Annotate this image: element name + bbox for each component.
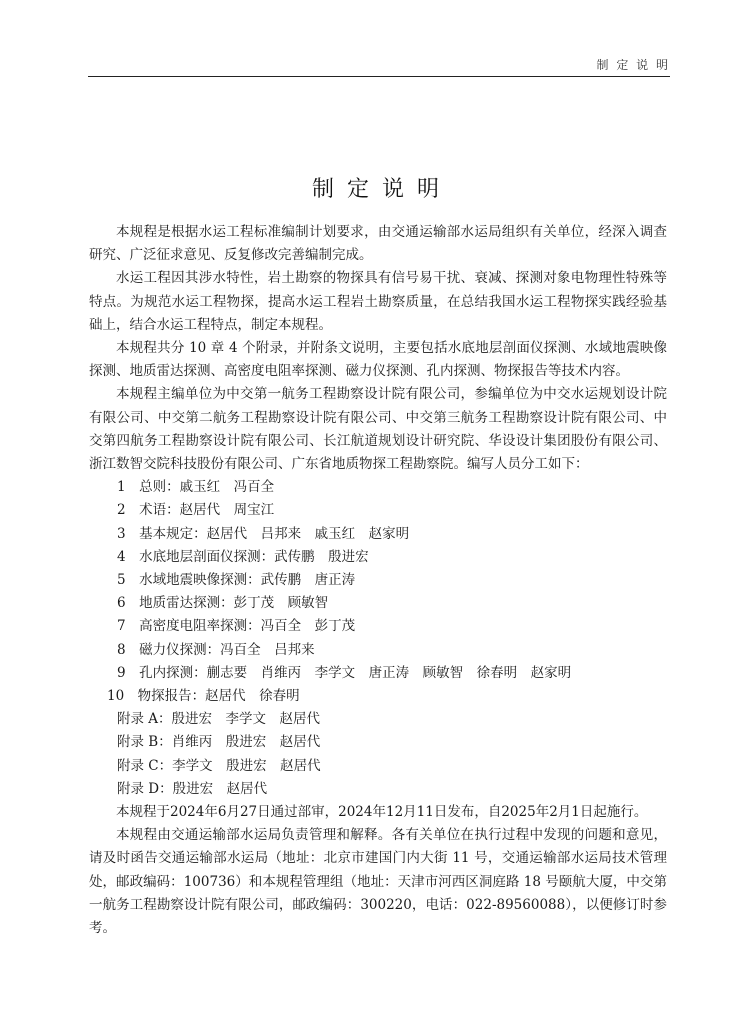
appendix-item: 附录 B：肖维丙 殷进宏 赵居代 <box>117 734 321 751</box>
document-body <box>89 221 667 940</box>
author-item: 10 物探报告：赵居代 徐春明 <box>107 688 300 705</box>
author-item: 2 术语：赵居代 周宝江 <box>117 502 275 519</box>
appendix-item: 附录 D：殷进宏 赵居代 <box>117 780 268 797</box>
author-item: 3 基本规定：赵居代 吕邦来 戚玉红 赵家明 <box>117 525 410 542</box>
paragraph-background: 水运工程因其涉水特性，岩土勘察的物探具有信号易干扰、衰减、探测对象电物理性特殊等特点。为规范水运工程物探，提高水运工程岩土勘察质量，在总结我国水运工程物探实践经验基础上，结合水运工程特点，制定本规程。 <box>89 270 667 333</box>
header-section-title: 制 定 说 明 <box>596 58 670 72</box>
page-header <box>88 52 670 77</box>
paragraph-management: 本规程由交通运输部水运局负责管理和解释。各有关单位在执行过程中发现的问题和意见，请及时函告交通运输部水运局（地址：北京市建国门内大街 11 号，交通运输部水运局技术管理处，邮政编码：100736）和本规程管理组（地址：天津市河西区洞庭路 18 号颐航大厦，中交第一航务工程勘察设计院有限公司，邮政编码：300220，电话：022-89560088），以便修订时参考。 <box>89 827 667 937</box>
paragraph-effective-date: 本规程于2024年6月27日通过部审，2024年12月11日发布，自2025年2月1日起施行。 <box>116 804 648 821</box>
appendix-item: 附录 C：李学文 殷进宏 赵居代 <box>117 757 321 774</box>
author-item: 7 高密度电阻率探测：冯百全 彭丁茂 <box>117 618 356 635</box>
author-item: 4 水底地层剖面仪探测：武传鹏 殷进宏 <box>117 548 369 565</box>
author-item: 6 地质雷达探测：彭丁茂 顾敏智 <box>117 595 329 612</box>
page-title: 制 定 说 明 <box>312 177 442 202</box>
author-item: 5 水域地震映像探测：武传鹏 唐正涛 <box>117 572 356 589</box>
paragraph-units: 本规程主编单位为中交第一航务工程勘察设计院有限公司，参编单位为中交水运规划设计院有限公司、中交第二航务工程勘察设计院有限公司、中交第三航务工程勘察设计院有限公司、中交第四航务工程勘察设计院有限公司、长江航道规划设计研究院、华设设计集团股份有限公司、浙江数智交院科技股份有限公司、广东省地质物探工程勘察院。编写人员分工如下： <box>89 386 667 473</box>
paragraph-structure: 本规程共分 10 章 4 个附录，并附条文说明，主要包括水底地层剖面仪探测、水域地震映像探测、地质雷达探测、高密度电阻率探测、磁力仪探测、孔内探测、物探报告等技术内容。 <box>89 340 667 380</box>
author-item: 8 磁力仪探测：冯百全 吕邦来 <box>117 641 315 658</box>
author-item: 1 总则：戚玉红 冯百全 <box>117 479 275 496</box>
paragraph-purpose: 本规程是根据水运工程标准编制计划要求，由交通运输部水运局组织有关单位，经深入调查研究、广泛征求意见、反复修改完善编制完成。 <box>89 224 667 264</box>
author-item: 9 孔内探测：蒯志要 肖维丙 李学文 唐正涛 顾敏智 徐春明 赵家明 <box>117 664 572 681</box>
appendix-item: 附录 A：殷进宏 李学文 赵居代 <box>117 711 321 728</box>
